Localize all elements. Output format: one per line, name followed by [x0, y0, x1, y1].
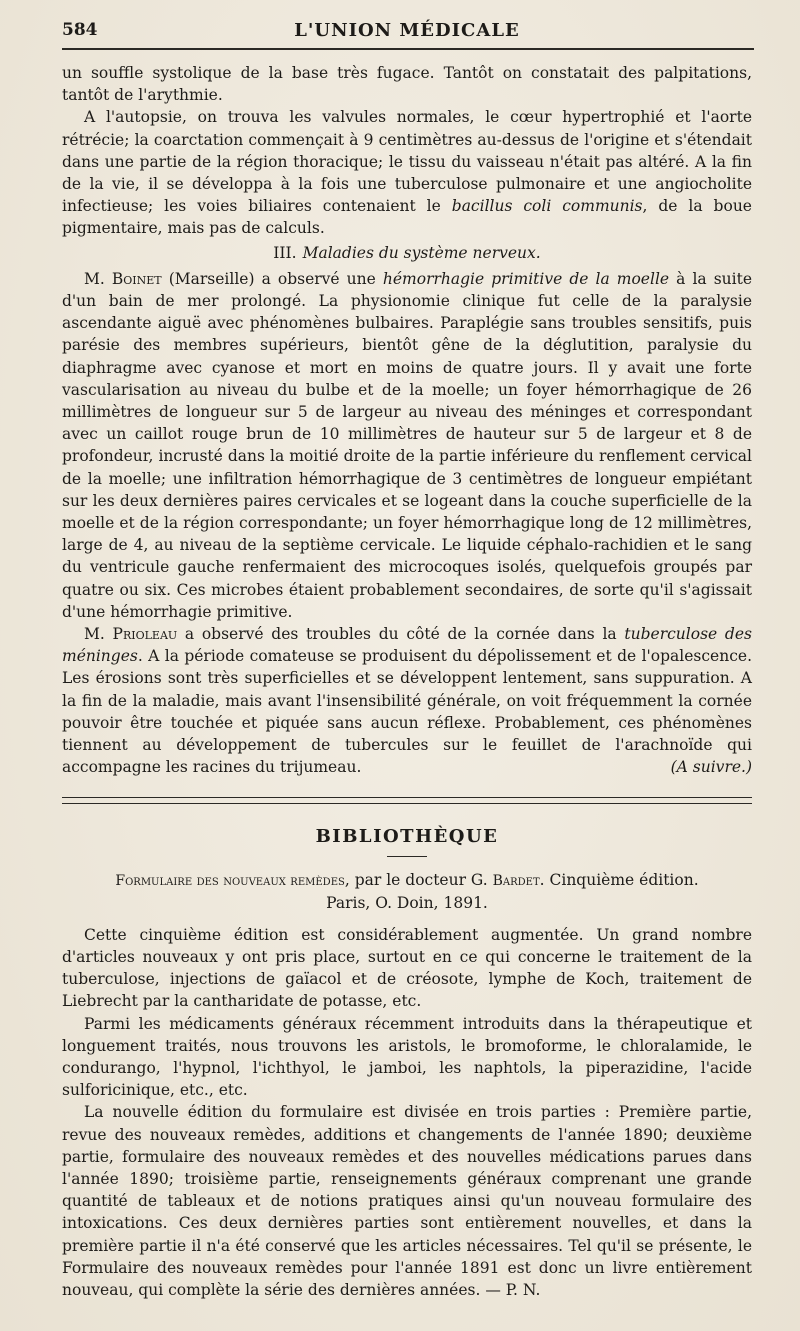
section-divider	[62, 797, 752, 804]
boinet-italic-term: hémorrhagie primitive de la moelle	[382, 269, 670, 288]
to-be-continued: (A suivre.)	[670, 758, 752, 777]
boinet-prefix: M.	[84, 269, 105, 288]
running-title: L'UNION MÉDICALE	[294, 20, 520, 41]
continued-paragraph	[62, 62, 752, 106]
book-publisher: Paris, O. Doin, 1891.	[326, 893, 488, 912]
prioleau-author: Prioleau	[112, 625, 178, 644]
section-heading	[62, 242, 752, 264]
boinet-paragraph	[62, 268, 752, 623]
section-number: III.	[273, 243, 297, 262]
review-paragraph-2: Parmi les médicaments généraux récemment introduits dans la thérapeutique et longuement traités, nous trouvons les aristols, le bromoforme, le chloralamide, le condurango, l'hypnol, l'ichthyol, le jamboi, les naphtols, la piperazidine, l'acide sulforicinique, etc., etc.	[62, 1014, 752, 1100]
review-paragraph-1: Cette cinquième édition est considérablement augmentée. Un grand nombre d'articles nouveaux y ont pris place, surtout en ce qui concerne le traitement de la tuberculose, injections de gaïacol et de créosote, lymphe de Koch, traitement de Liebrecht par la cantharidate de potasse, etc.	[62, 925, 752, 1011]
heading-rule	[387, 856, 427, 857]
boinet-text-2: à la suite d'un bain de mer prolongé. La physionomie clinique fut celle de la paralysie ascendante aiguë avec phénomènes bulbaires. Paraplégie sans troubles sensitifs, puis parésie des membres supérieurs, bientôt gêne de la déglutition, paralysie du diaphragme avec cyanose et mort en moins de quatre jours. Il y avait une forte vascularisation au niveau du bulbe et de la moelle; un foyer hémorrhagique de 26 millimètres de longueur sur 5 de largeur au niveau des méninges et correspondant avec un caillot rouge brun de 10 millimètres de hauteur sur 5 de largeur et 8 de profondeur, incrusté dans la moitié droite de la partie inférieure du renflement cervical de la moelle; une infiltration hémorrhagique de 3 centimètres de longueur empiétant sur les deux dernières paires cervicales et se logeant dans la couche superficielle de la moelle et de la région correspondante; un foyer hémorrhagique long de 12 millimètres, large de 4, au niveau de la septième cervicale. Le liquide céphalo-rachidien et le sang du ventricule gauche renfermaient des microcoques isolés, quelquefois groupés par quatre ou six. Ces microbes étaient probablement secondaires, de sorte qu'il s'agissait d'une hémorrhagie primitive.	[62, 269, 753, 621]
bibliotheque-heading: BIBLIOTHÈQUE	[315, 825, 499, 847]
bacillus-name: bacillus coli communis	[451, 197, 643, 216]
boinet-author: Boinet	[111, 269, 162, 288]
prioleau-prefix: M.	[84, 625, 105, 644]
book-reference	[62, 869, 752, 914]
page-content	[62, 62, 752, 1301]
prioleau-text-1: a observé des troubles du côté de la cornée dans la	[184, 625, 617, 644]
autopsy-text-end: , de la boue pigmentaire, mais pas de calculs.	[62, 197, 752, 238]
continued-text: un souffle systolique de la base très fugace. Tantôt on constatait des palpitations, tantôt de l'arythmie.	[62, 64, 752, 105]
section-title: Maladies du système nerveux.	[302, 243, 541, 262]
book-edition: . Cinquième édition.	[539, 870, 699, 889]
prioleau-paragraph	[62, 623, 752, 778]
page-header	[62, 18, 752, 44]
page-number: 584	[62, 20, 98, 40]
prioleau-italic-term: tuberculose des méninges	[62, 625, 752, 666]
book-title: Formulaire des nouveaux remèdes	[115, 872, 345, 889]
book-author: Bardet	[492, 872, 540, 889]
autopsy-paragraph	[62, 106, 752, 239]
header-rule	[62, 48, 754, 50]
prioleau-text-2: . A la période comateuse se produisent du dépolissement et de l'opalescence. Les érosions sont très superficielles et se développent lentement, sans suppuration. A la fin de la maladie, mais avant l'insensibilité générale, on voit fréquemment la cornée pouvoir être touchée et piquée sans aucun réflexe. Probablement, ces phénomènes tiennent au développement de tubercules sur le feuillet de l'arachnoïde qui accompagne les racines du trijumeau.	[62, 647, 752, 777]
book-by: , par le docteur G.	[344, 870, 488, 889]
autopsy-text: A l'autopsie, on trouva les valvules normales, le cœur hypertrophié et l'aorte rétrécie; la coarctation commençait à 9 centimètres au-dessus de l'origine et s'étendait dans une partie de la région thoracique; le tissu du vaisseau n'était pas altéré. A la fin de la vie, il se développa à la fois une tuberculose pulmonaire et une angiocholite infectieuse; les voies biliaires contenaient le	[62, 108, 752, 216]
boinet-text-1: (Marseille) a observé une	[168, 269, 376, 288]
review-paragraph-3: La nouvelle édition du formulaire est divisée en trois parties : Première partie, revue des nouveaux remèdes, additions et changements de l'année 1890; deuxième partie, formulaire des nouveaux remèdes et des nouvelles médications parues dans l'année 1890; troisième partie, renseignements généraux comprenant une grande quantité de tableaux et de notions pratiques ainsi qu'un nouveau formulaire des intoxications. Ces deux dernières parties sont entièrement nouvelles, et dans la première partie il n'a été conservé que les articles nécessaires. Tel qu'il se présente, le Formulaire des nouveaux remèdes pour l'année 1891 est donc un livre entièrement nouveau, qui complète la série des dernières années. — P. N.	[62, 1103, 752, 1299]
